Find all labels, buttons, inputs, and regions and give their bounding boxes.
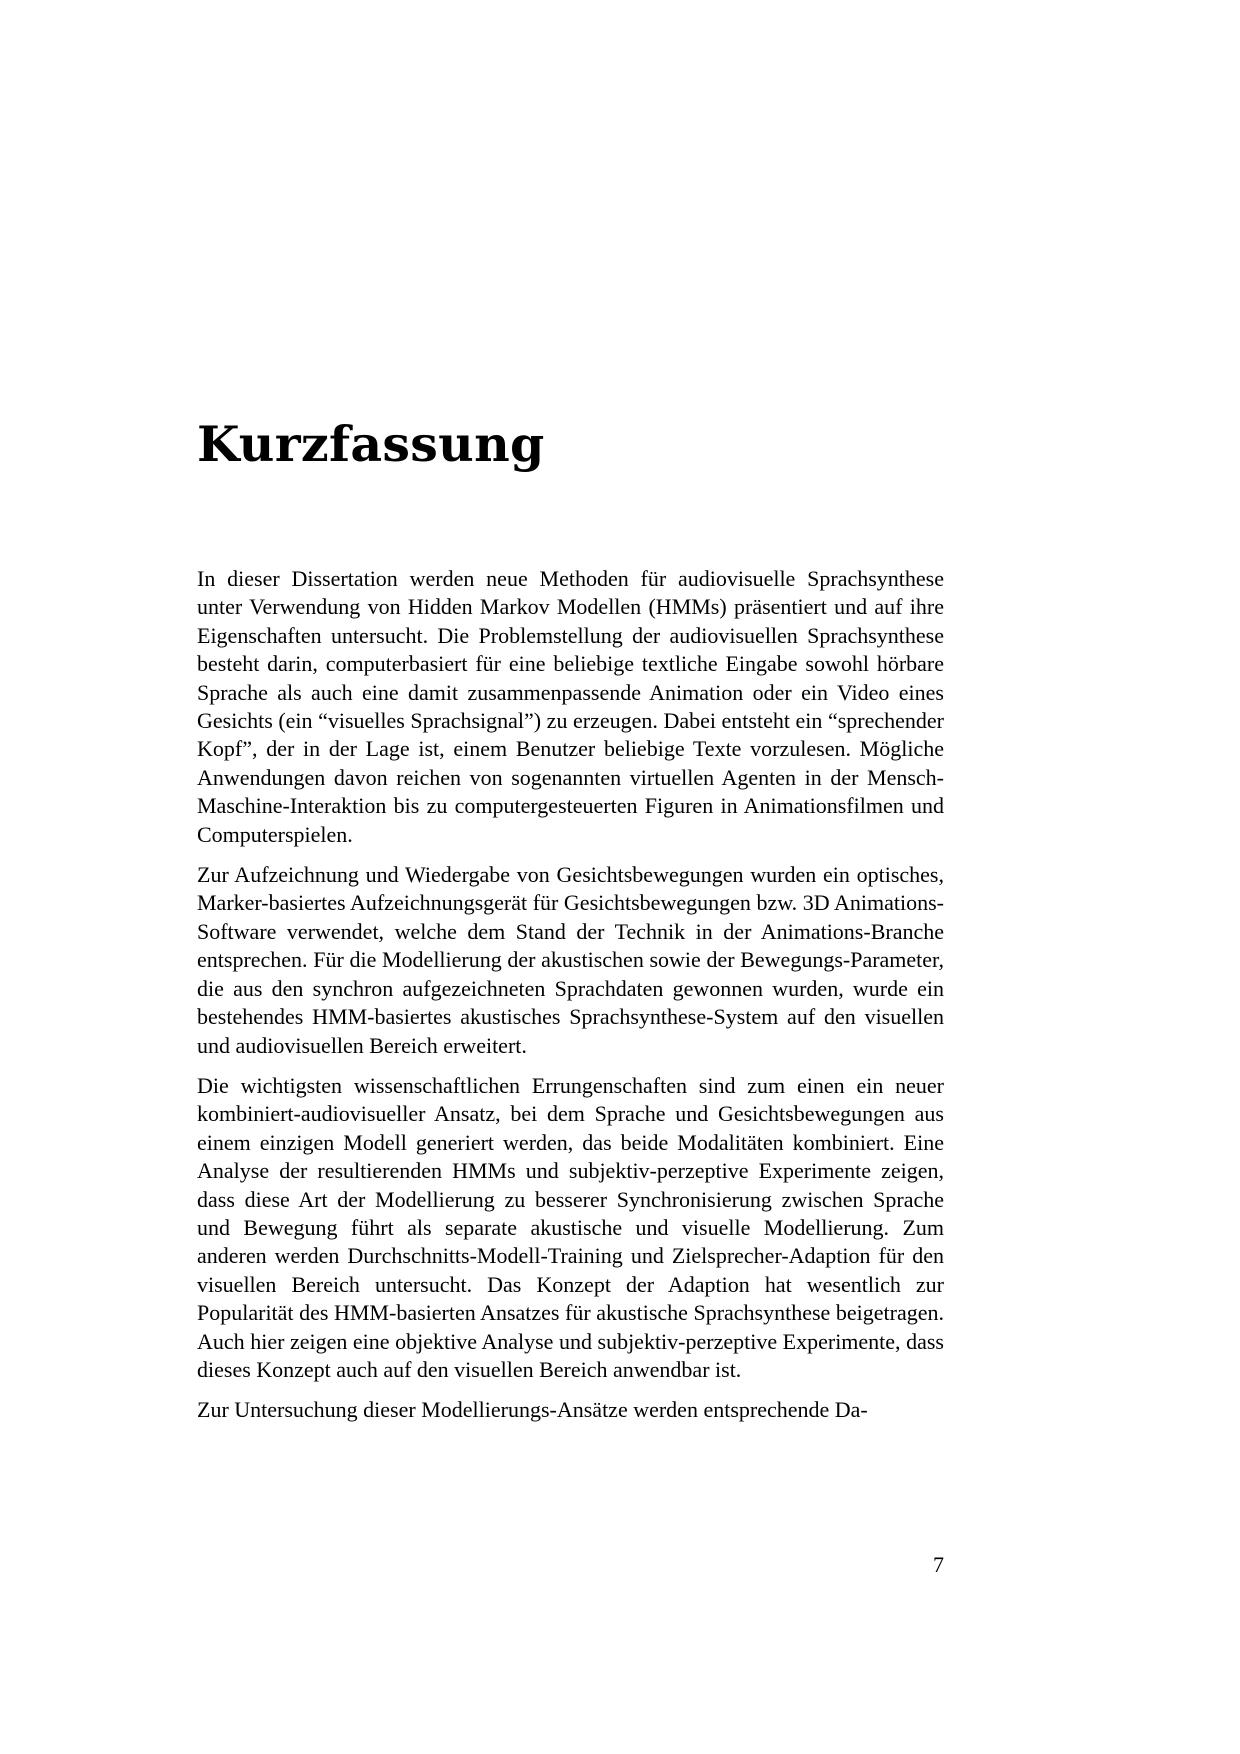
paragraph: Zur Untersuchung dieser Modellierungs-Ansätze werden entsprechende Da-	[197, 1397, 868, 1423]
chapter-title: Kurzfassung	[197, 415, 545, 473]
body-text	[197, 565, 944, 1437]
paragraph: In dieser Dissertation werden neue Methoden für audiovisuelle Sprachsynthese unter Verwendung von Hidden Markov Modellen (HMMs) präsentiert und auf ihre Eigenschaften untersucht. Die Problemstellung der audiovisuellen Sprachsynthese besteht darin, computerbasiert für eine beliebige textliche Eingabe sowohl hörbare Sprache als auch eine damit zusammenpassende Animation oder ein Video eines Gesichts (ein “visuelles Sprachsignal”) zu erzeugen. Dabei entsteht ein “sprechender Kopf”, der in der Lage ist, einem Benutzer beliebige Texte vorzulesen. Mögliche Anwendungen davon reichen von sogenannten virtuellen Agenten in der Mensch-Maschine-Interaktion bis zu computergesteuerten Figuren in Animationsfilmen und Computerspielen.	[197, 566, 944, 847]
page-number: 7	[933, 1552, 944, 1577]
paragraph: Die wichtigsten wissenschaftlichen Errungenschaften sind zum einen ein neuer kombiniert-audiovisueller Ansatz, bei dem Sprache und Gesichtsbewegungen aus einem einzigen Modell generiert werden, das beide Modalitäten kombiniert. Eine Analyse der resultierenden HMMs und subjektiv-perzeptive Experimente zeigen, dass diese Art der Modellierung zu besserer Synchronisierung zwischen Sprache und Bewegung führt als separate akustische und visuelle Modellierung. Zum anderen werden Durchschnitts-Modell-Training und Zielsprecher-Adaption für den visuellen Bereich untersucht. Das Konzept der Adaption hat wesentlich zur Popularität des HMM-basierten Ansatzes für akustische Sprachsynthese beigetragen. Auch hier zeigen eine objektive Analyse und subjektiv-perzeptive Experimente, dass dieses Konzept auch auf den visuellen Bereich anwendbar ist.	[197, 1072, 944, 1382]
paragraph: Zur Aufzeichnung und Wiedergabe von Gesichtsbewegungen wurden ein optisches, Marker-basiertes Aufzeichnungsgerät für Gesichtsbewegungen bzw. 3D Animations-Software verwendet, welche dem Stand der Technik in der Animations-Branche entsprechen. Für die Modellierung der akustischen sowie der Bewegungs-Parameter, die aus den synchron aufgezeichneten Sprachdaten gewonnen wurden, wurde ein bestehendes HMM-basiertes akustisches Sprachsynthese-System auf den visuellen und audiovisuellen Bereich erweitert.	[197, 862, 944, 1058]
